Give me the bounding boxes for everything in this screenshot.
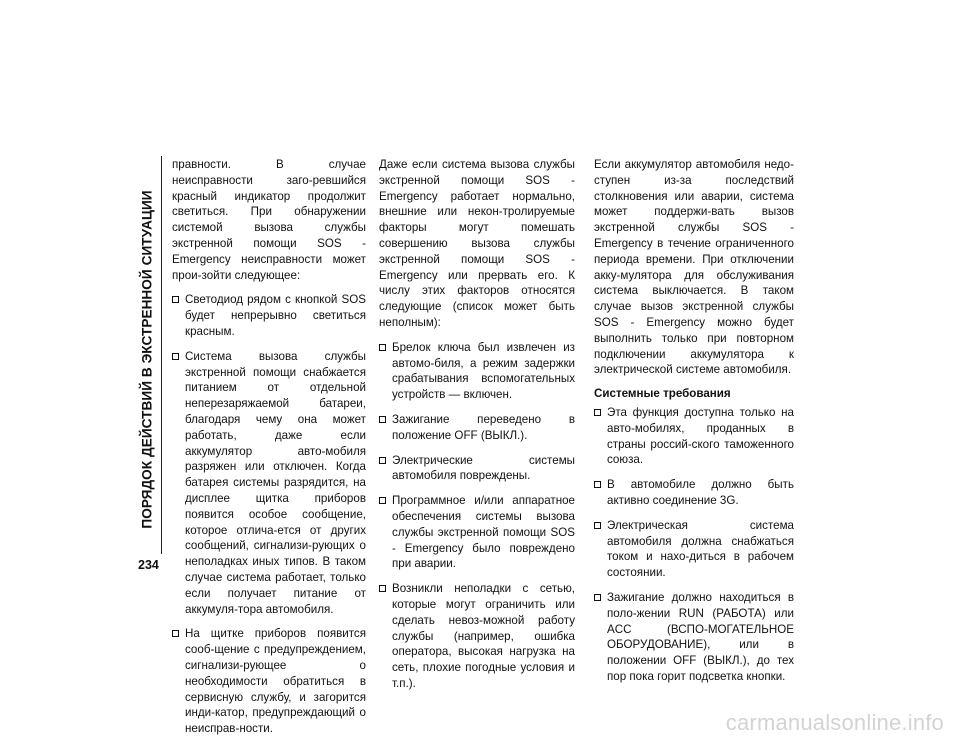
list-item <box>379 340 575 403</box>
checkbox-bullet-icon <box>172 296 179 303</box>
text-column-2 <box>379 157 575 701</box>
section-title-text: ПОРЯДОК ДЕЙСТВИЙ В ЭКСТРЕННОЙ СИТУАЦИИ <box>139 189 155 529</box>
list-item-text: Возникли неполадки с сетью, которые могут ограничить или сделать невоз-можной работу службы (например, ошибка оператора, высокая нагрузка на сеть, плохие погодные условия и т.п.). <box>392 582 575 690</box>
list-item-text: В автомобиле должно быть активно соединение 3G. <box>607 478 794 507</box>
checkbox-bullet-icon <box>594 409 601 416</box>
text-column-3 <box>594 157 794 694</box>
list-item-text: Брелок ключа был извлечен из автомо-биля, а режим задержки срабатывания вспомогательных устройств — включен. <box>392 340 575 402</box>
watermark-text: carmanualsonline.info <box>725 710 944 735</box>
text-column-1 <box>172 157 366 746</box>
list-item-text: Зажигание должно находиться в поло-жении RUN (РАБОТА) или ACC (ВСПО-МОГАТЕЛЬНОЕ ОБОРУДОВАНИЕ), или в положении OFF (ВЫКЛ.), до тех пор пока горит подсветка кнопки. <box>607 590 794 683</box>
list-item-text: Система вызова службы экстренной помощи снабжается питанием от отдельной неперезаряжаемой батареи, благодаря чему она может работать, даже если аккумулятор авто-мобиля разряжен или отключен. Когда батарея системы разрядится, на дисплее щитка приборов появится особое сообщение, которое отлича-ется от других сообщений, сигнализи-рующих о неполадках иных типов. В таком случае система работает, только если получает питание от аккумуля-тора автомобиля. <box>185 349 366 616</box>
list-item <box>172 292 366 339</box>
checkbox-bullet-icon <box>379 344 386 351</box>
checkbox-bullet-icon <box>172 353 179 360</box>
list-item <box>379 493 575 572</box>
list-item <box>172 626 366 737</box>
list-item <box>172 349 366 618</box>
list-item-text: Зажигание переведено в положение OFF (ВЫКЛ.). <box>392 412 575 442</box>
checkbox-bullet-icon <box>379 416 386 423</box>
list-item <box>379 453 575 485</box>
list-item <box>379 412 575 444</box>
list-item <box>594 518 794 581</box>
section-heading: Системные требования <box>594 387 731 401</box>
list-item-text: Электрические системы автомобиля повреждены. <box>392 453 575 483</box>
checkbox-bullet-icon <box>379 585 386 592</box>
checkbox-bullet-icon <box>594 594 601 601</box>
list-item-text: Эта функция доступна только на авто-мобилях, проданных в страны россий-ского таможенного союза. <box>607 405 794 467</box>
list-item <box>594 405 794 468</box>
list-item-text: Светодиод рядом с кнопкой SOS будет непрерывно светиться красным. <box>185 293 366 338</box>
checkbox-bullet-icon <box>594 522 601 529</box>
column-2-intro: Даже если система вызова службы экстренной помощи SOS - Emergency работает нормально, внешние или некон-тролируемые факторы могут помешать совершению вызова службы экстренной помощи SOS - Emergency или прервать его. К числу этих факторов относятся следующие (список может быть неполным): <box>379 158 575 329</box>
list-item <box>379 581 575 692</box>
list-item <box>594 477 794 509</box>
section-title-vertical <box>134 168 160 550</box>
section-divider-line <box>161 156 162 554</box>
list-item-text: Программное и/или аппаратное обеспечения системы вызова службы экстренной помощи SOS - Emergency было повреждено при аварии. <box>392 494 575 571</box>
list-item-text: На щитке приборов появится сооб-щение с предупреждением, сигнализи-рующее о необходимости обратиться в сервисную службу, и загорится инди-катор, предупреждающий о неисправ-ности. <box>185 627 366 736</box>
list-item-text: Электрическая система автомобиля должна снабжаться током и нахо-диться в рабочем состоянии. <box>607 518 794 580</box>
page-number: 234 <box>138 558 159 572</box>
checkbox-bullet-icon <box>594 481 601 488</box>
checkbox-bullet-icon <box>379 457 386 464</box>
checkbox-bullet-icon <box>379 497 386 504</box>
column-1-intro: правности. В случае неисправности заго-ревшийся красный индикатор продолжит светиться. При обнаружении системой вызова службы экстренной помощи SOS - Emergency неисправности может прои-зойти следующее: <box>172 158 366 282</box>
checkbox-bullet-icon <box>172 630 179 637</box>
list-item <box>594 590 794 685</box>
column-3-intro: Если аккумулятор автомобиля недо-ступен из-за последствий столкновения или аварии, система может поддержи-вать вызов экстренной службы SOS - Emergency в течение ограниченного периода времени. При отключении акку-мулятора для обслуживания система выключается. В таком случае вызов экстренной службы SOS - Emergency можно будет выполнить только при повторном подключении аккумулятора к электрической системе автомобиля. <box>594 158 794 377</box>
